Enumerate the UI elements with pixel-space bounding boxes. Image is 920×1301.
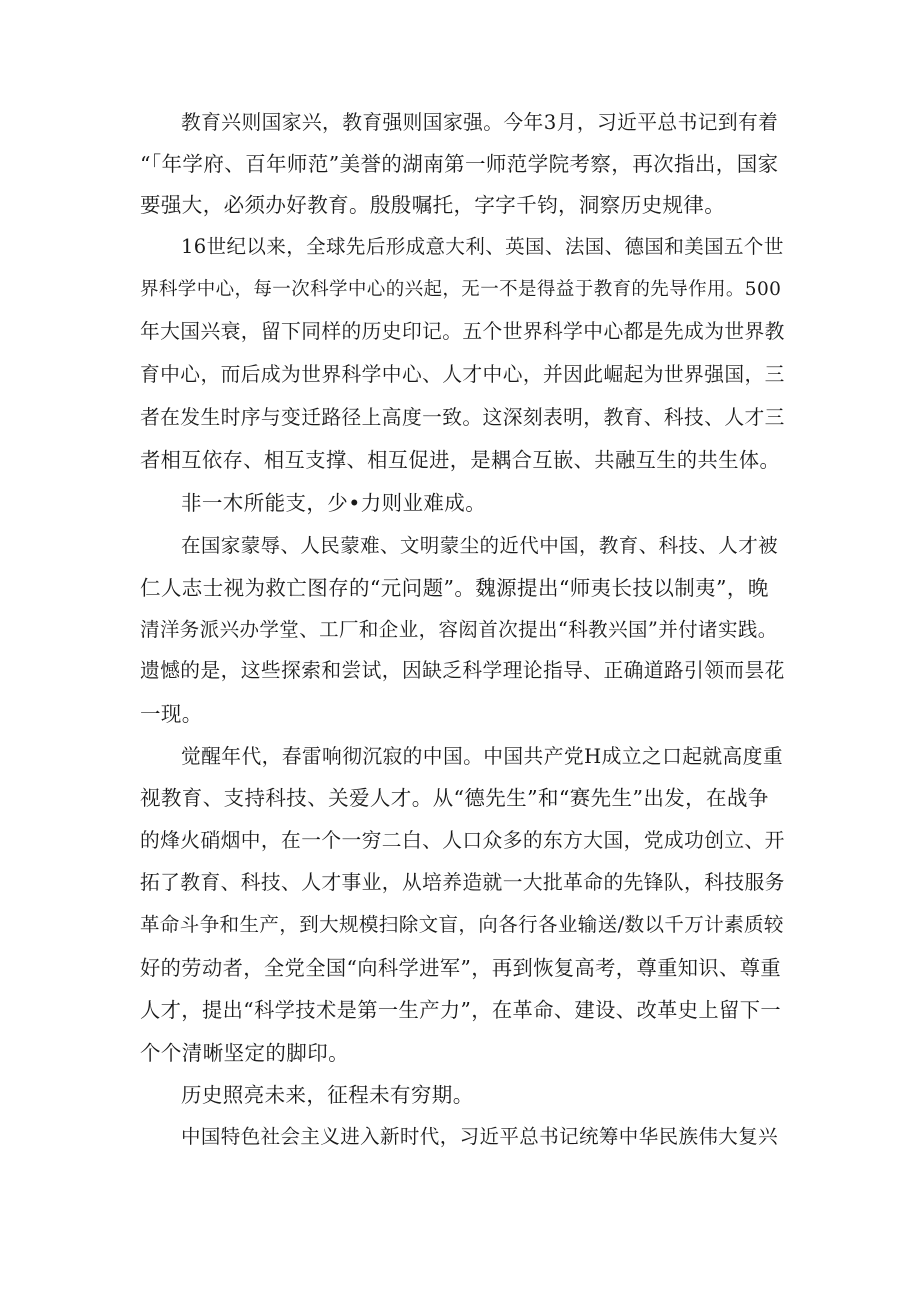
paragraph-4-line-2: 仁人志士视为救亡图存的“元问题”。魏源提出“师夷长技以制夷”，晚 [140, 576, 769, 600]
paragraph-5-line-8: 个个清晰坚定的脚印。 [140, 1041, 349, 1065]
paragraph-2-line-2: 界科学中心，每一次科学中心的兴起，无一不是得益于教育的先导作用。500 [140, 279, 782, 300]
paragraph-5-line-4: 拓了教育、科技、人才事业，从培养造就一大批革命的先锋队，科技服务 [140, 871, 785, 894]
paragraph-4-line-4: 遗憾的是，这些探索和尝试，因缺乏科学理论指导、正确道路引领而昙花 [140, 659, 785, 682]
paragraph-4-line-5: 一现。 [140, 702, 203, 726]
paragraph-4-line-1: 在国家蒙辱、人民蒙难、文明蒙尘的近代中国，教育、科技、人才被 [181, 534, 779, 557]
paragraph-5-line-3: 的烽火硝烟中，在一个一穷二白、人口众多的东方大国，党成功创立、开 [140, 829, 785, 852]
paragraph-1-line-2: “「年学府、百年师范”美誉的湖南第一师范学院考察，再次指出，国家 [140, 152, 779, 176]
paragraph-5-line-7: 人才，提出“科学技术是第一生产力”，在革命、建设、改革史上留下一 [140, 998, 782, 1022]
paragraph-2-line-1: 16世纪以来，全球先后形成意大利、英国、法国、德国和美国五个世 [181, 235, 784, 258]
paragraph-5-line-5: 革命斗争和生产，到大规模扫除文盲，向各行各业输送/数以千万计素质较 [140, 913, 784, 936]
paragraph-5-line-6: 好的劳动者，全党全国“向科学进军”，再到恢复高考，尊重知识、尊重 [140, 956, 782, 980]
paragraph-2-line-3: 年大国兴衰，留下同样的历史印记。五个世界科学中心都是先成为世界教 [140, 320, 785, 343]
paragraph-1-line-3: 要强大，必须办好教育。殷殷嘱托，字字千钧，洞察历史规律。 [140, 193, 726, 217]
paragraph-5-line-2: 视教育、支持科技、关爱人才。从“德先生”和“赛先生”出发，在战争 [140, 786, 769, 810]
paragraph-5-line-1: 觉醒年代，春雷响彻沉寂的中国。中国共产党H成立之口起就高度重 [181, 745, 783, 768]
paragraph-7-line-1: 中国特色社会主义进入新时代，习近平总书记统筹中华民族伟大复兴 [181, 1125, 779, 1148]
paragraph-2-line-4: 育中心，而后成为世界科学中心、人才中心，并因此崛起为世界强国，三 [140, 363, 785, 386]
paragraph-6-line-1: 历史照亮未来，征程未有穷期。 [181, 1083, 474, 1107]
paragraph-3-line-1: 非一木所能支，少•力则业难成。 [181, 491, 487, 515]
paragraph-1-line-1: 教育兴则国家兴，教育强则国家强。今年3月，习近平总书记到有着 [181, 111, 779, 134]
paragraph-2-line-5: 者在发生时序与变迁路径上高度一致。这深刻表明，教育、科技、人才三 [140, 406, 785, 429]
paragraph-2-line-6: 者相互依存、相互支撑、相互促进，是耦合互嵌、共融互生的共生体。 [140, 448, 781, 472]
paragraph-4-line-3: 清洋务派兴办学堂、工厂和企业，容闳首次提出“科教兴国”并付诸实践。 [140, 618, 778, 641]
